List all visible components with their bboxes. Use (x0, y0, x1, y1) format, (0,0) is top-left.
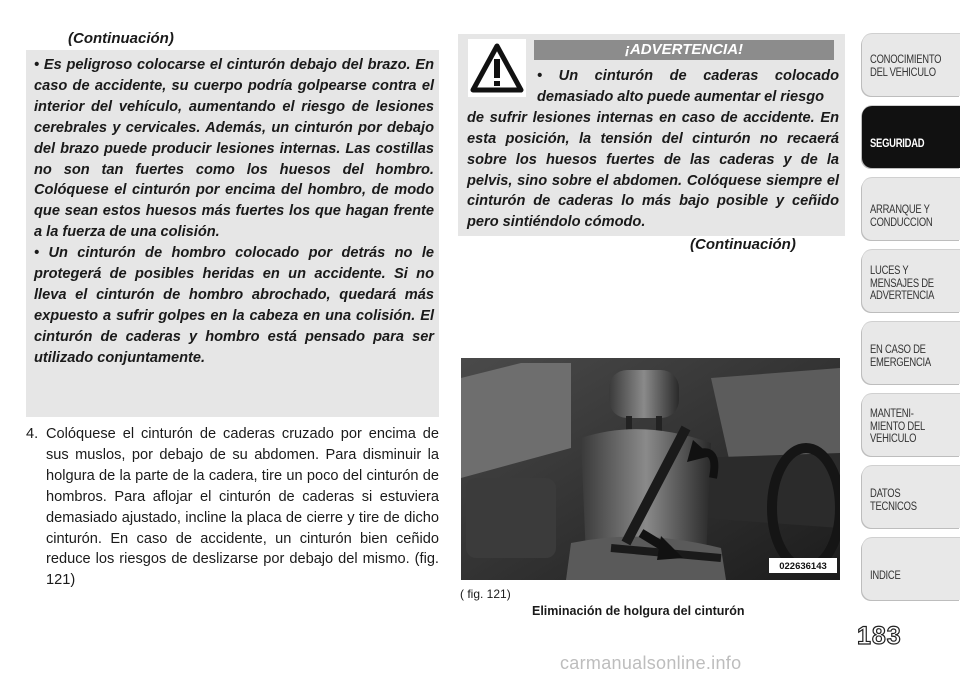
warning-body: de sufrir lesiones internas en caso de accidente. En esta posición, la tensión del cinturón no recaerá sobre los huesos fuertes de las caderas y de la pelvis, sino sobre el abdomen. Colóquese siempre el cinturón de caderas lo más bajo posible y ceñido pero sintiéndolo cómodo. (467, 109, 839, 231)
tab-luces[interactable] (862, 250, 960, 312)
tab-arranque[interactable] (862, 178, 960, 240)
watermark: carmanualsonline.info (560, 653, 742, 673)
caution-paragraph-2: • Un cinturón de hombro colocado por detrás no le protegerá de posibles heridas en un accidente. Si no lleva el cinturón de hombro abrochado, quedará más expuesto a sufrir golpes en la cabeza en una colisión. El cinturón de caderas y hombro está pensado para ser utilizado conjuntamente. (34, 245, 434, 366)
tab-seguridad[interactable] (862, 106, 960, 168)
seatbelt-figure (461, 358, 840, 580)
tab-indice[interactable] (862, 538, 960, 600)
tab-emergencia[interactable] (862, 322, 960, 384)
warning-text (467, 66, 839, 233)
caution-paragraph-1: • Es peligroso colocarse el cinturón debajo del brazo. En caso de accidente, su cuerpo podría golpearse contra el interior del vehículo, aumentando el riesgo de lesiones cerebrales y cervicales. Además, un cinturón por debajo del brazo puede producir lesiones internas. Las costillas no son tan fuertes como los huesos del hombro. Colóquese el cinturón por encima del hombro, de modo que sean estos huesos más fuertes los que hagan frente a la fuerza de una colisión. (34, 57, 434, 241)
warning-first-line: • Un cinturón de caderas colocado demasiado alto puede aumentar el riesgo (537, 68, 839, 105)
step-number: 4. (26, 426, 39, 442)
tab-label: SEGURIDAD (870, 138, 925, 150)
tab-label: CONOCIMIENTO DEL VEHICULO (870, 54, 942, 79)
page-number: 183 (857, 622, 902, 650)
warning-title: ¡ADVERTENCIA! (534, 40, 834, 60)
tab-label: LUCES Y MENSAJES DE ADVERTENCIA (870, 265, 935, 302)
caution-text (34, 55, 434, 369)
instruction-step-4 (26, 424, 439, 591)
figure-reference: ( fig. 121) (460, 587, 511, 601)
continued-label-top: (Continuación) (68, 30, 174, 47)
step-text: Colóquese el cinturón de caderas cruzado por encima de sus muslos, por debajo de su abdomen. Para disminuir la holgura de la parte de la cadera, tire un poco del cinturón de hombros. Para aflojar el cinturón de caderas si estuviera demasiado ajustado, incline la placa de cierre y tire de dicho cinturón. En caso de accidente, un cinturón bien ceñido reduce los riesgos de deslizarse por debajo del mismo. (fig. 121) (46, 426, 439, 589)
tab-label: EN CASO DE EMERGENCIA (870, 344, 931, 369)
tab-datos[interactable] (862, 466, 960, 528)
tab-label: ARRANQUE Y CONDUCCION (870, 204, 933, 229)
tab-conocimiento[interactable] (862, 34, 960, 96)
figure-caption: Eliminación de holgura del cinturón (532, 604, 745, 618)
figure-code: 022636143 (779, 561, 827, 572)
tab-mantenimiento[interactable] (862, 394, 960, 456)
tab-label: MANTENI- MIENTO DEL VEHICULO (870, 408, 926, 445)
continued-label-right: (Continuación) (690, 236, 796, 253)
tab-label: DATOS TECNICOS (870, 488, 917, 513)
tab-label: INDICE (870, 570, 901, 582)
